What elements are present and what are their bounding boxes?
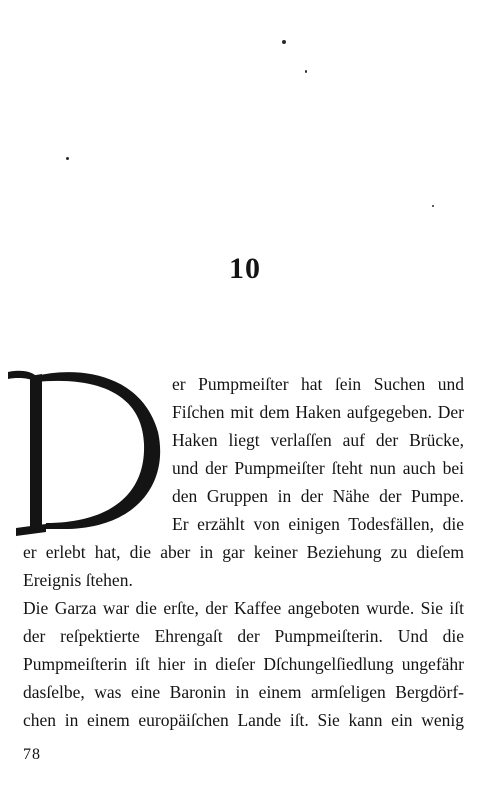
text-line: Er erzählt von einigen Todesfällen, die: [172, 514, 464, 534]
text-line: Fiſchen mit dem Haken aufgegeben. Der: [172, 402, 464, 422]
text-line: Ereignis ſtehen.: [23, 570, 133, 590]
text-line: er Pumpmeiſter hat ſein Suchen und: [172, 374, 464, 394]
text-line: Pumpmeiſterin iſt hier in dieſer Dſchungelſiedlung ungefähr: [23, 654, 464, 674]
text-line: und der Pumpmeiſter ſteht nun auch bei: [172, 458, 464, 478]
text-line: er erlebt hat, die aber in gar keiner Beziehung zu dieſem: [23, 542, 464, 562]
text-line: Haken liegt verlaſſen auf der Brücke,: [172, 430, 464, 450]
scan-speck: [305, 70, 307, 73]
scan-speck: [282, 40, 286, 44]
text-line: den Gruppen in der Nähe der Pumpe.: [172, 486, 464, 506]
text-line: der reſpektierte Ehrengaſt der Pumpmeiſterin. Und die: [23, 626, 464, 646]
chapter-number: 10: [229, 252, 261, 285]
drop-cap: [6, 332, 166, 542]
scan-speck: [432, 205, 434, 207]
text-line: dasſelbe, was eine Baronin in einem armſeligen Bergdörf-: [23, 682, 464, 702]
scan-speck: [66, 157, 69, 160]
text-line: chen in einem europäiſchen Lande iſt. Sie kann ein wenig: [23, 710, 464, 730]
page-number: 78: [23, 746, 41, 763]
text-line: Die Garza war die erſte, der Kaffee angeboten wurde. Sie iſt: [23, 598, 464, 618]
